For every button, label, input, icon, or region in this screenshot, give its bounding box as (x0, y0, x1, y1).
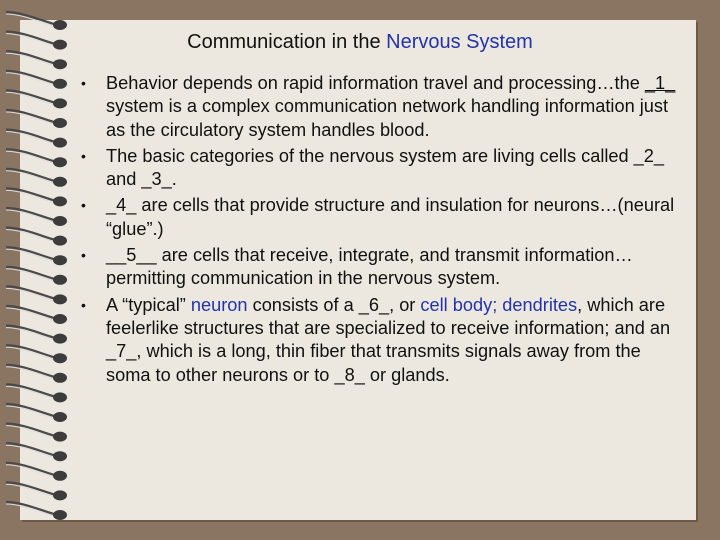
bullet-text: , which are feelerlike structures that are specialized to receive information; and an _7_, which is a long, thin fiber that transmits signals away from the soma to other neurons or to _8_ or glands. (106, 294, 671, 385)
spiral-ring (6, 149, 67, 167)
spiral-ring (6, 130, 67, 148)
term-cell-body-dendrites: cell body; dendrites (420, 294, 578, 315)
spiral-ring (6, 208, 67, 226)
spiral-ring (6, 384, 67, 402)
title-highlight: Nervous System (386, 31, 533, 53)
spiral-ring (6, 228, 67, 246)
spiral-ring (6, 306, 67, 324)
bullet-text: system is a complex communication network handling information just as the circulatory system handles blood. (106, 96, 669, 140)
spiral-ring (6, 482, 67, 500)
spiral-ring (6, 345, 67, 363)
title-prefix: Communication in the (187, 31, 387, 53)
bullet-text: _4_ are cells that provide structure and insulation for neurons…(neural “glue”.) (106, 195, 675, 239)
bullet-list (78, 72, 690, 390)
bullet-item (78, 244, 690, 291)
spiral-ring (6, 424, 67, 442)
spiral-ring (6, 169, 67, 187)
spiral-ring (6, 247, 67, 265)
bullet-item (78, 194, 690, 241)
bullet-item (78, 145, 690, 192)
spiral-ring (6, 286, 67, 304)
spiral-ring (6, 12, 67, 30)
spiral-ring (6, 365, 67, 383)
bullet-item (78, 294, 690, 387)
spiral-ring (6, 502, 67, 520)
spiral-binding-icon (0, 0, 86, 540)
spiral-ring (6, 404, 67, 422)
fill-in-blank: _1_ (644, 73, 676, 93)
spiral-ring (6, 110, 67, 128)
spiral-ring (6, 188, 67, 206)
spiral-ring (6, 463, 67, 481)
bullet-item (78, 72, 690, 142)
bullet-text: The basic categories of the nervous system are living cells called _2_ and _3_. (106, 145, 665, 190)
bullet-text: Behavior depends on rapid information travel and processing…the (106, 73, 645, 93)
spiral-ring (6, 443, 67, 461)
bullet-text: consists of a _6_, or (247, 294, 421, 315)
spiral-ring (6, 326, 67, 344)
spiral-ring (6, 71, 67, 89)
term-neuron: neuron (190, 294, 248, 315)
bullet-text: A “typical” (106, 294, 191, 315)
spiral-ring (6, 90, 67, 108)
bullet-text: __5__ are cells that receive, integrate, and transmit information…permitting communication in the nervous system. (106, 245, 633, 289)
spiral-ring (6, 267, 67, 285)
slide-title (0, 31, 720, 54)
